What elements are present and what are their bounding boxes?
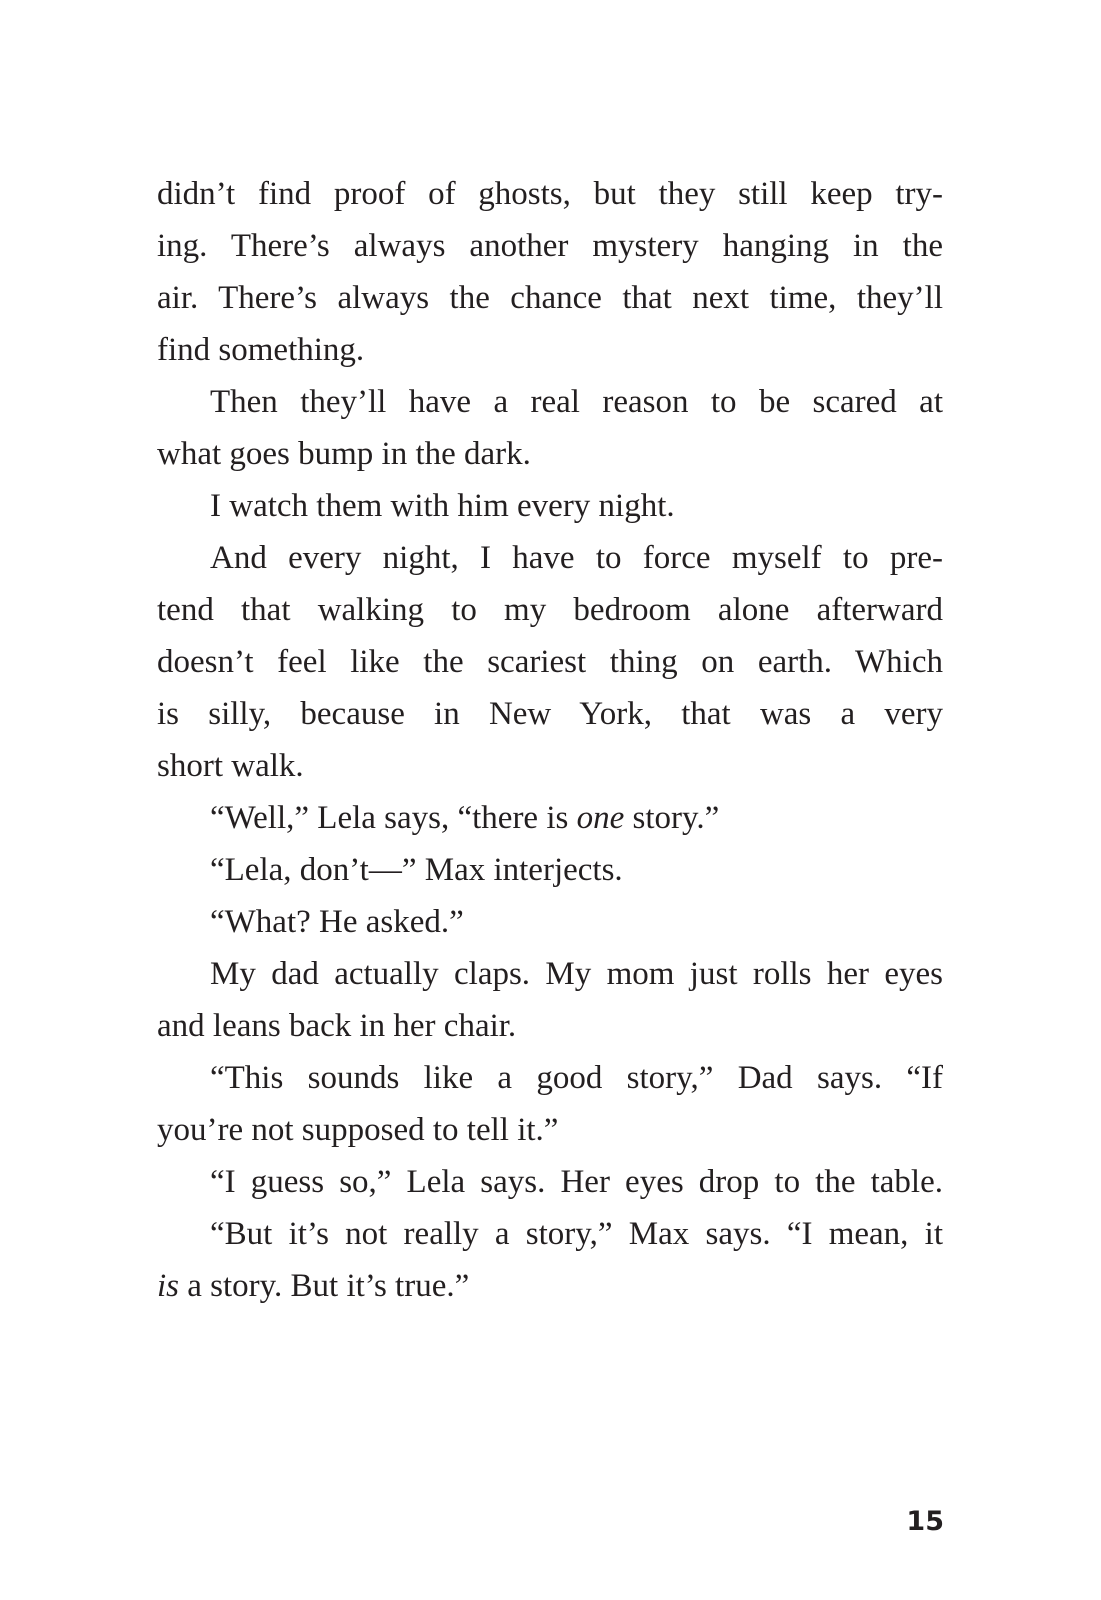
text-run: story.” [624, 800, 720, 836]
text-line: I watch them with him every night. [210, 488, 675, 524]
text-line: and leans back in her chair. [157, 1008, 517, 1044]
text-line: “Lela, don’t—” Max interjects. [210, 852, 623, 888]
text-line: “This sounds like a good story,” Dad says. “If [210, 1060, 943, 1096]
page-number: 15 [906, 1506, 944, 1537]
book-page-text [157, 168, 943, 1312]
italic-word: is [157, 1268, 180, 1304]
text-line: And every night, I have to force myself to pre- [210, 540, 943, 576]
text-line [157, 1260, 943, 1312]
text-line: Then they’ll have a real reason to be scared at [210, 384, 943, 420]
italic-word: one [576, 800, 625, 836]
text-line: air. There’s always the chance that next time, they’ll [157, 280, 943, 316]
text-run: a story. But it’s true.” [179, 1268, 470, 1304]
text-line: short walk. [157, 748, 304, 784]
text-run: “Well,” Lela says, “there is [210, 800, 577, 836]
text-line: is silly, because in New York, that was a very [157, 696, 943, 732]
text-line: what goes bump in the dark. [157, 436, 531, 472]
text-line [157, 792, 943, 844]
text-line: find something. [157, 332, 365, 368]
text-line: tend that walking to my bedroom alone afterward [157, 592, 943, 628]
text-line: doesn’t feel like the scariest thing on earth. Which [157, 644, 943, 680]
text-line: “What? He asked.” [210, 904, 464, 940]
text-line: you’re not supposed to tell it.” [157, 1112, 559, 1148]
text-line: “I guess so,” Lela says. Her eyes drop to the table. [210, 1164, 943, 1200]
text-line: ing. There’s always another mystery hanging in the [157, 228, 943, 264]
text-line: “But it’s not really a story,” Max says. “I mean, it [210, 1216, 943, 1252]
text-line: didn’t find proof of ghosts, but they still keep try- [157, 176, 943, 212]
text-line: My dad actually claps. My mom just rolls her eyes [210, 956, 943, 992]
